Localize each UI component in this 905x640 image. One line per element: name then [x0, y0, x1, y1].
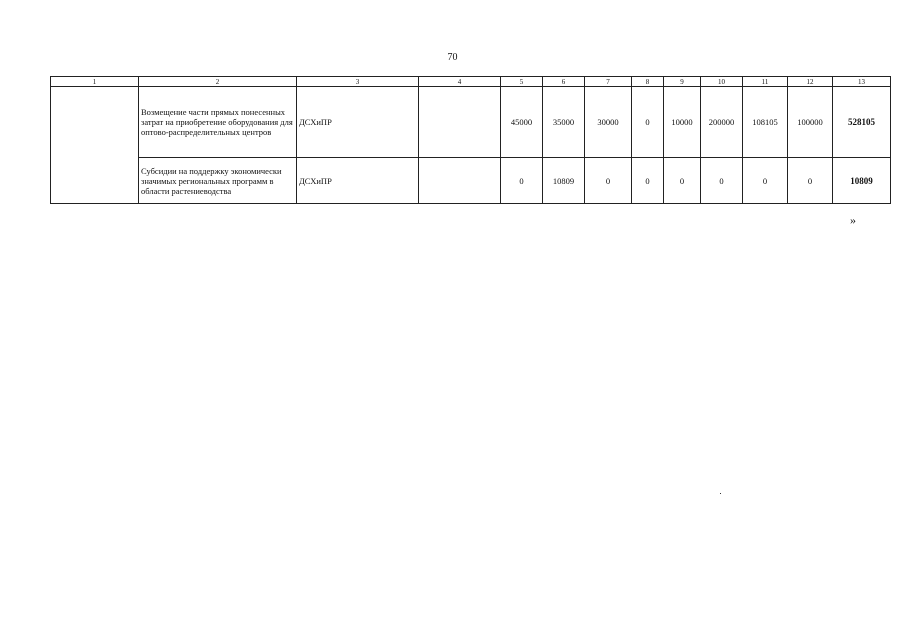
column-header: 4	[419, 77, 501, 87]
budget-table	[50, 76, 891, 204]
value-cell: 100000	[788, 87, 833, 158]
column-header: 8	[632, 77, 664, 87]
table-row	[51, 87, 891, 158]
closing-quote: »	[850, 213, 856, 227]
value-cell: 10000	[664, 87, 701, 158]
value-cell: 0	[701, 158, 743, 204]
column-header: 11	[743, 77, 788, 87]
value-cell: 0	[501, 158, 543, 204]
executor-cell: ДСХиПР	[297, 87, 419, 158]
column-header: 13	[833, 77, 891, 87]
measure-description: Субсидии на поддержку экономически значимых региональных программ в области растениеводства	[139, 158, 297, 204]
value-cell: 0	[788, 158, 833, 204]
column-header: 1	[51, 77, 139, 87]
scan-speck	[720, 493, 721, 494]
column-header: 5	[501, 77, 543, 87]
value-cell: 0	[664, 158, 701, 204]
page-number: 70	[447, 52, 458, 63]
value-cell: 45000	[501, 87, 543, 158]
measure-description: Возмещение части прямых понесенных затрат на приобретение оборудования для оптово-распределительных центров	[139, 87, 297, 158]
value-cell: 30000	[585, 87, 632, 158]
header-row	[51, 77, 891, 87]
column-header: 2	[139, 77, 297, 87]
column-header: 9	[664, 77, 701, 87]
total-cell: 528105	[833, 87, 891, 158]
value-cell: 108105	[743, 87, 788, 158]
table-row	[51, 158, 891, 204]
value-cell: 0	[743, 158, 788, 204]
executor-cell: ДСХиПР	[297, 158, 419, 204]
empty-cell	[419, 158, 501, 204]
row-group-cell	[51, 87, 139, 204]
value-cell: 0	[632, 158, 664, 204]
value-cell: 10809	[543, 158, 585, 204]
value-cell: 200000	[701, 87, 743, 158]
empty-cell	[419, 87, 501, 158]
column-header: 7	[585, 77, 632, 87]
value-cell: 35000	[543, 87, 585, 158]
column-header: 12	[788, 77, 833, 87]
total-cell: 10809	[833, 158, 891, 204]
value-cell: 0	[632, 87, 664, 158]
column-header: 3	[297, 77, 419, 87]
value-cell: 0	[585, 158, 632, 204]
column-header: 10	[701, 77, 743, 87]
column-header: 6	[543, 77, 585, 87]
